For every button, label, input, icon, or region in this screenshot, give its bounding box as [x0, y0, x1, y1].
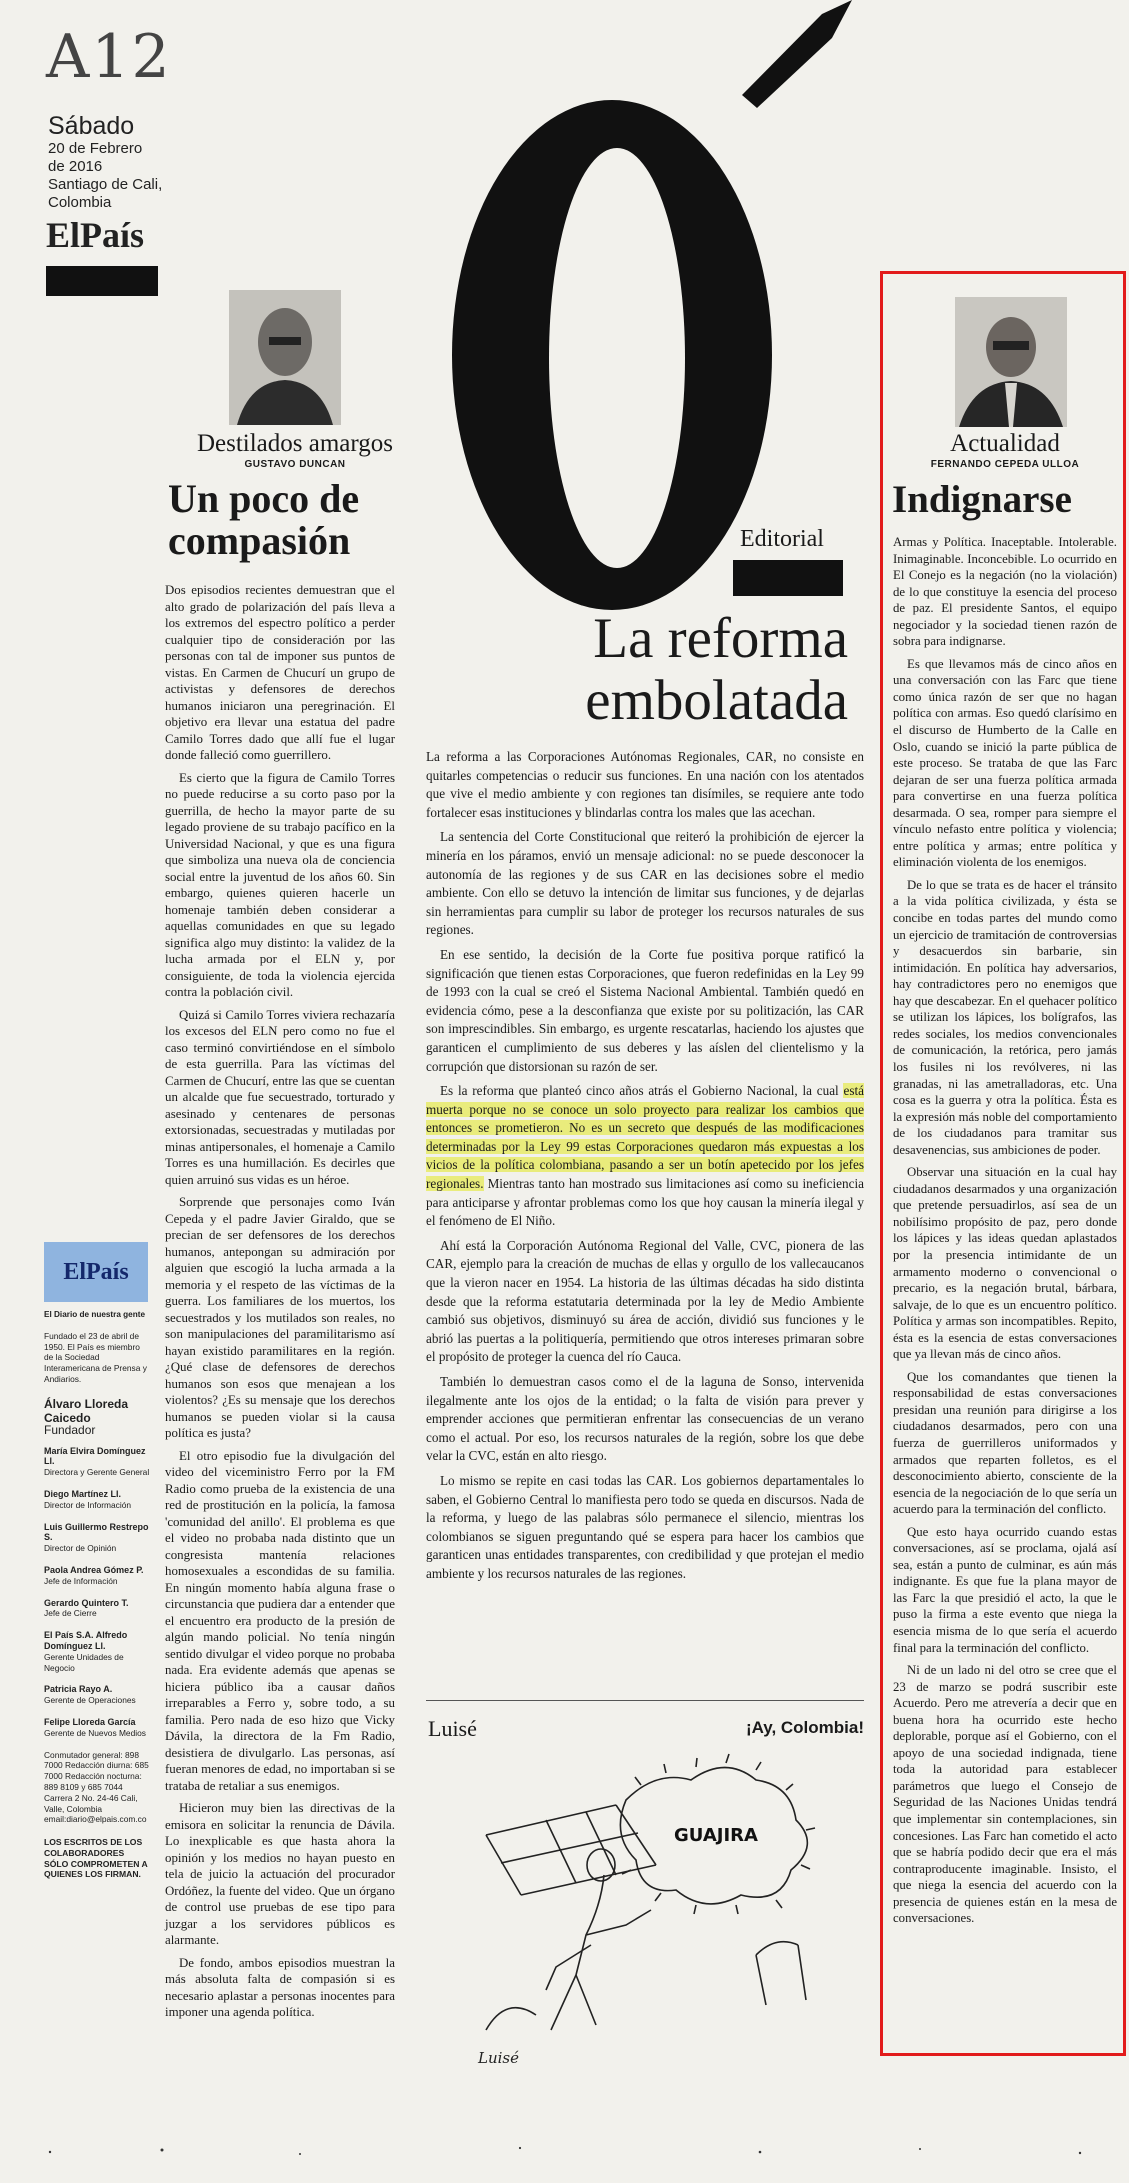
author-name-left: GUSTAVO DUNCAN — [244, 459, 346, 470]
left-article-paragraph: Quizá si Camilo Torres viviera rechazaría los excesos del ELN pero como no fue el caso terminó convirtiéndose en el símbolo de esta guerrilla. Para las víctimas del Carmen de Chucurí, entre las que se cuentan un alcalde que fue secuestrado, torturado y asesinado y centenares de personas extorsionadas, secuestradas y mutiladas por minas antipersonales, el homenaje a Camilo Torres es una humillación. Es decirles que quien arruinó sus vidas es un héroe. — [165, 1007, 395, 1187]
right-article-paragraph: Ni de un lado ni del otro se cree que el 23 de marzo se podrá suscribir este Acuerdo. Pero me atrevería a decir que en buena hora ha ocurrido este hecho deplorable, porque así el Gobierno, con el apoyo de una sociedad indignada, tiene toda la autoridad para establecer parámetros que luego el Consejo de Seguridad de las Naciones Unidas tendrá que implementar sin contemplaciones, sin concesiones. Las Farc han cometido el acto que se habría podido decir que era el más contraproducente imaginable. Insisto, el que niega la esencia del acuerdo con la presencia de quienes están en la mesa de conversaciones. — [893, 1663, 1117, 1926]
author-photo-cepeda — [955, 297, 1067, 427]
staff-name: Gerardo Quintero T. — [44, 1597, 129, 1608]
cartoon-artist: Luisé — [428, 1716, 477, 1741]
editorial-paragraph: En ese sentido, la decisión de la Corte fue positiva porque ratificó la significación que tienen estas Corporaciones, que fueron redefinidas en la Ley 99 de 1993 con la cual se creó el Sistema Nacional Ambiental. También quedó en evidencia cómo, pese a la desconfianza que existe por su politización, las CAR son imprescindibles. Sin embargo, es urgente rescatarlas, haciendo los ajustes que garanticen el cumplimiento de sus deberes y las aíslen del clientelismo y la corrupción que distorsionan su razón de ser. — [426, 946, 864, 1074]
editorial-headline-line-1: La reforma — [593, 607, 848, 670]
editorial-label: Editorial — [740, 526, 824, 552]
staff-role: Director de Información — [44, 1499, 132, 1510]
left-article-paragraph: El otro episodio fue la divulgación del video del viceministro Ferro por la FM Radio como prueba de la existencia de una red de prostitución en la policía, la famosa 'comunidad del anillo'. El problema es que el video no probaba nada distinto que un congresista mantenía relaciones homosexuales a escondidas de su familia. En ningún momento había alguna frase o circunstancia que pudiera dar a entender que el encuentro era producto de la presión de algún mando policial. No tenía ningún sentido divulgar el video porque no probaba nada. Era evidente además que apenas se hiciera público iba a causar daños irreparables a Ferro y, sobre todo, a su familia. Pero nada de eso hizo que Vicky Dávila, la directora de la Fm Radio, desistiera de divulgarlo. Las personas, así fueran menores de edad, no importaban si se trataba de retaliar a sus enemigos. — [165, 1448, 395, 1793]
column-name-right: Actualidad — [950, 430, 1060, 457]
staff-list — [44, 1446, 150, 1739]
editorial-paragraph — [426, 1082, 864, 1231]
masthead-contact: Conmutador general: 898 7000 Redacción diurna: 685 7000 Redacción nocturna: 889 8109 y 685 7044 Carrera 2 No. 24-46 Cali, Valle, Colombia email:diario@elpais.com.co — [44, 1749, 149, 1825]
staff-name: Luis Guillermo Restrepo S. — [44, 1521, 149, 1543]
left-headline — [168, 478, 428, 562]
staff-role: Director de Opinión — [44, 1543, 117, 1554]
staff-name: Felipe Lloreda García — [44, 1716, 136, 1727]
page-number: A12 — [46, 22, 172, 92]
cartoon-rule — [426, 1700, 864, 1701]
editorial-paragraph: También lo demuestran casos como el de la laguna de Sonso, intervenida ilegalmente ante los ojos de la entidad; o la falta de visión para prever y emprender acciones que permitieran enfrentar las consecuencias de un verano como el actual. Por eso, los recursos naturales de la región, sobre los que debe velar la CVC, están en alto riesgo. — [426, 1374, 864, 1464]
highlighted-passage: está muerta porque no se conoce un solo proyecto para realizar los cambios que entonces se prometieron. No es un secreto que después de las modificaciones determinadas por la Ley 99 estas Corporaciones quedaron más expuestas a los vicios de la política colombiana, pasando a ser un botín apetecido por los jefes regionales. — [426, 1083, 864, 1192]
masthead-box — [44, 1242, 150, 1880]
staff-name: Diego Martínez Ll. — [44, 1488, 122, 1499]
founder-name: Álvaro Lloreda Caicedo — [44, 1396, 129, 1425]
right-article-body — [893, 534, 1117, 1933]
right-article-paragraph: Observar una situación en la cual hay ciudadanos desarmados y una organización que pretende persuadirlos, así sea de un nobilísimo propósito de paz, pero donde los lápices y las ideas quedan aplastados por la presencia intimidante de un armamento moderno o convencional o precario, es la negación brutal, bárbara, salvaje, de lo que es un encuentro político. Política y armas son incompatibles. Repito, ésta es la esencia de estas conversaciones que ya llevan más de cinco años. — [893, 1165, 1117, 1362]
left-article-paragraph: Dos episodios recientes demuestran que el alto grado de polarización del país lleva a los extremos del espectro político a perder cualquier tipo de consideración por las personas con tal de imponer sus puntos de vistas. En Carmen de Chucurí un grupo de activistas y defensores de derechos humanos iniciaron una peregrinación. El objetivo era llevar una estatua del padre Camilo Torres dado que allí fue el lugar donde falleció como guerrillero. — [165, 583, 395, 762]
left-article-paragraph: Es cierto que la figura de Camilo Torres no puede reducirse a su corto paso por la guerrilla, de hecho la mayor parte de su legado proviene de su trabajo pacífico en la Universidad Nacional, y que es una figura que simboliza una nueva ola de conciencia social entre la juventud de los años 60. Sin embargo, quienes quieren hacerle un homenaje también deben considerar a aquellas comunidades en que su legado significa algo muy distinto: la validez de la lucha armada por el ELN y, por consiguiente, de toda la violencia ejercida contra la población civil. — [165, 770, 395, 999]
left-headline-line-1: Un poco de — [168, 476, 360, 521]
masthead-warning: LOS ESCRITOS DE LOS COLABORADORES SÓLO COMPROMETEN A QUIENES LOS FIRMAN. — [44, 1837, 148, 1880]
staff-role: Gerente de Operaciones — [44, 1695, 136, 1706]
dateline-year: de 2016 — [48, 158, 103, 175]
right-headline: Indignarse — [892, 478, 1072, 521]
left-article-paragraph: Sorprende que personajes como Iván Cepeda y el padre Javier Giraldo, que se precian de ser defensores de los derechos humanos, antepongan su admiración por alguien que escogió la lucha armada a la memoria y el respeto de las víctimas de la guerra. Los familiares de los muertos, los secuestrados y los mutilados son reales, no son manipulaciones del paramilitarismo así hayan existido paramilitares en la región. ¿Qué clase de defensores de derechos humanos son esos que menajean a los violentos? ¿Es su mensaje que los derechos humanos se pueden violar si la causa política es justa? — [165, 1195, 395, 1440]
editorial-headline-line-2: embolatada — [585, 669, 848, 732]
editorial-paragraph: Lo mismo se repite en casi todas las CAR. Los gobiernos departamentales lo saben, el Gobierno Central lo manifiesta pero todo se queda en discursos. Nada de la reforma, y luego de las palabras sólo permanece el silencio, mientras los colombianos se siguen preguntando qué se espera para hacer los cambios que garanticen unas entidades transparentes, con credibilidad y que protejan el medio ambiente y los recursos naturales de las regiones. — [426, 1472, 864, 1581]
author-name-right: FERNANDO CEPEDA ULLOA — [930, 459, 1080, 470]
editorial-paragraph: Ahí está la Corporación Autónoma Regional del Valle, CVC, pionera de las CAR, ejemplo para la creación de muchas de ellas y orgullo de los vallecaucanos que la vieron nacer en 1954. La historia de las últimas décadas ha sido distinta desde que la reforma estatutaria determinada por la ley de Medio Ambiente cambió sus objetivos, disminuyó su área de acción, dividió sus funciones y le abrió las puertas a la politiquería, permitiendo que otros intereses primaran sobre el propósito de proteger la cuenca del río Cauca. — [426, 1237, 864, 1365]
founder-role: Fundador — [44, 1422, 96, 1437]
right-article-paragraph: Que esto haya ocurrido cuando estas conversaciones, así se proclama, ojalá así sea, están a punto de culminar, es aún más indignante. Es que fue la plana mayor de las Farc la que presidió el acto, la que le puso la firma a este evento que niega la esencia misma de lo que sería el acuerdo final para la terminación del conflicto. — [893, 1524, 1117, 1655]
staff-role: Jefe de Información — [44, 1575, 118, 1586]
staff-name: María Elvira Domínguez Ll. — [44, 1445, 146, 1467]
staff-role: Jefe de Cierre — [44, 1608, 97, 1619]
author-photo-duncan — [229, 290, 341, 425]
right-article-paragraph: Es que llevamos más de cinco años en una conversación con las Farc que tiene como única razón de ser que no hagan política con armas. Eso quedó clarísimo en el discurso de Humberto de la Calle en Oslo, cuando se inició la parte pública de este proceso. Se trataba de que las Farc dejaran de ser una fuerza política armada para convertirse en una fuerza política desarmada. O sea, romper para siempre el vínculo nefasto entre política y violencia; entre política y armas; entre política y eliminación violenta de los enemigos. — [893, 656, 1117, 870]
staff-name: El País S.A. Alfredo Domínguez Ll. — [44, 1630, 128, 1651]
editorial-headline — [488, 608, 848, 732]
scan-edge-marks — [0, 2140, 1129, 2180]
staff-name: Patricia Rayo A. — [44, 1684, 113, 1695]
cartoon-signature: Luisé — [478, 2049, 519, 2067]
masthead-founded: Fundado el 23 de abril de 1950. El País es miembro de la Sociedad Interamericana de Prensa y Andiarios. — [44, 1330, 147, 1384]
editorial-body — [426, 748, 864, 1590]
editorial-paragraph: La sentencia del Corte Constitucional que reiteró la prohibición de ejercer la minería en los páramos, envió un mensaje adicional: no se puede desconocer la autonomía de las regiones y de sus CAR en las decisiones sobre el medio ambiente. Con ello se detuvo la intención de limitar sus funciones, y de dejarlas sin herramientas para cumplir su labor de proteger los recursos naturales de sus regiones. — [426, 829, 864, 938]
dateline-city: Santiago de Cali, — [48, 176, 163, 193]
editorial-text: Es la reforma que planteó cinco años atrás el Gobierno Nacional, la cual — [440, 1083, 844, 1099]
editorial-bar — [733, 560, 843, 596]
opinion-o-graphic — [412, 0, 902, 640]
editorial-paragraph: La reforma a las Corporaciones Autónomas Regionales, CAR, no consiste en quitarles competencias o reducir sus funciones. En una nación con los atentados que vive el medio ambiente y con regiones tan disímiles, se requiere ante todo fortalecer esas instituciones y blindarlas contra los males que las acechan. — [426, 749, 864, 820]
cartoon-illustration — [426, 1745, 864, 2075]
staff-role: Gerente Unidades de Negocio — [44, 1651, 124, 1673]
left-article-paragraph: De fondo, ambos episodios muestran la más absoluta falta de compasión si es necesario aplastar a personas inocentes para imponer una agenda política. — [165, 1955, 395, 2019]
staff-role: Directora y Gerente General — [44, 1467, 150, 1478]
dateline-country: Colombia — [48, 194, 112, 211]
cartoon-title: ¡Ay, Colombia! — [745, 1718, 864, 1737]
right-article-paragraph: Que los comandantes que tienen la responsabilidad de estas conversaciones presidan una reunión para dirigirse a los ciudadanos desarmados, pero con una fuerza de guerrilleros uniformados y armados que reparten folletos, es el desconocimiento abierto, consciente de la esencia de la negociación de lo que sería un acuerdo para la terminación del conflicto. — [893, 1369, 1117, 1517]
column-name-left: Destilados amargos — [196, 430, 394, 457]
right-article-paragraph: De lo que se trata es de hacer el tránsito a la vida política civilizada, y ésta se concibe en todas partes del mundo como un ejercicio de tramitación de controversias y desacuerdos sin barbarie, sin intimidación. En política hay adversarios, hay contradictores pero no enemigos que hay que descabezar. En el quehacer político se utilizan los lápices, los bolígrafos, las redes sociales, los medios convencionales de comunicación, la retórica, pero jamás los fusiles ni los revólveres, ni las granadas, ni las ametralladoras, etc. Una cosa es la guerra y otra la política. Ésta es la expresión más noble del comportamiento de los ciudadanos para tramitar sus desavenencias, sus ambiciones de poder. — [893, 877, 1117, 1157]
editorial-text: Mientras tanto han mostrado sus limitaciones así como su ineficiencia para anticiparse y afrontar problemas como los que hoy causan la minería ilegal y el fenómeno de El Niño. — [426, 1176, 864, 1229]
right-article-paragraph: Armas y Política. Inaceptable. Intolerable. Inimaginable. Inconcebible. Lo ocurrido en El Conejo es la negación (no la violación) de lo que constituye la esencia del proceso de paz. El presidente Santos, el equipo negociador y la sociedad tienen razón de sobra para indignarse. — [893, 535, 1117, 649]
left-article-body — [165, 582, 395, 2027]
brand-bar — [46, 266, 158, 296]
dateline-date: 20 de Febrero — [48, 140, 143, 157]
masthead-logo: ElPaís — [44, 1242, 148, 1302]
left-article-paragraph: Hicieron muy bien las directivas de la emisora en solicitar la renuncia de Dávila. Lo inexplicable es que hasta ahora la opinión y los medios no hayan puesto en tela de juicio la actuación del procurador Ordóñez, la fuente del video. Que un órgano de control use pruebas de ese tipo para juzgar a los servidores públicos es alarmante. — [165, 1801, 395, 1947]
cartoon-bubble-text: GUAJIRA — [674, 1825, 758, 1846]
staff-role: Gerente de Nuevos Medios — [44, 1727, 146, 1738]
masthead-tagline: El Diario de nuestra gente — [44, 1310, 146, 1319]
brand-logo: ElPaís — [46, 215, 145, 255]
staff-name: Paola Andrea Gómez P. — [44, 1564, 144, 1575]
left-headline-line-2: compasión — [168, 518, 351, 563]
dateline — [48, 112, 162, 212]
dateline-day: Sábado — [48, 112, 135, 140]
